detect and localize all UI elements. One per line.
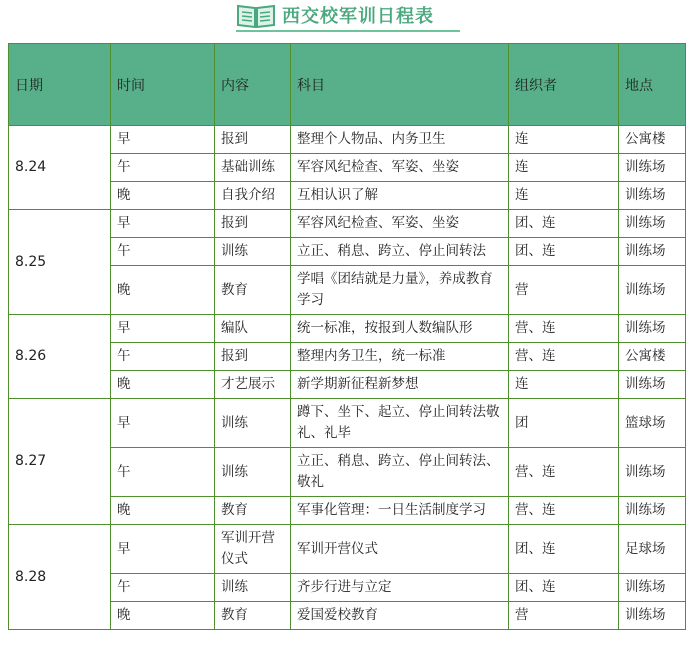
header-row [9,44,686,126]
table-row [9,315,686,343]
cell-date: 8.26 [9,315,111,399]
cell-content: 训练 [215,238,291,266]
cell-organizer: 连 [509,126,619,154]
cell-location: 训练场 [619,315,686,343]
table-row [9,238,686,266]
header-content: 内容 [215,44,291,126]
table-row [9,210,686,238]
cell-time: 午 [111,238,215,266]
header-time: 时间 [111,44,215,126]
cell-organizer: 连 [509,182,619,210]
table-row [9,266,686,315]
cell-subject: 整理内务卫生，统一标准 [291,343,509,371]
cell-content: 基础训练 [215,154,291,182]
cell-content: 报到 [215,126,291,154]
cell-subject: 整理个人物品、内务卫生 [291,126,509,154]
cell-location: 训练场 [619,574,686,602]
cell-subject: 立正、稍息、跨立、停止间转法、敬礼 [291,448,509,497]
cell-organizer: 团、连 [509,574,619,602]
cell-time: 晚 [111,497,215,525]
title-wrap [236,0,434,30]
header-subject: 科目 [291,44,509,126]
cell-location: 训练场 [619,182,686,210]
cell-location: 公寓楼 [619,343,686,371]
cell-time: 晚 [111,266,215,315]
header-location: 地点 [619,44,686,126]
cell-content: 报到 [215,210,291,238]
cell-organizer: 营、连 [509,497,619,525]
cell-organizer: 团、连 [509,238,619,266]
cell-content: 报到 [215,343,291,371]
cell-content: 训练 [215,399,291,448]
header-organizer: 组织者 [509,44,619,126]
table-row [9,182,686,210]
cell-content: 训练 [215,574,291,602]
cell-location: 篮球场 [619,399,686,448]
table-row [9,497,686,525]
cell-organizer: 团 [509,399,619,448]
cell-organizer: 营、连 [509,343,619,371]
cell-location: 训练场 [619,448,686,497]
cell-location: 训练场 [619,154,686,182]
table-row [9,448,686,497]
header-date: 日期 [9,44,111,126]
cell-subject: 爱国爱校教育 [291,602,509,630]
cell-subject: 立正、稍息、跨立、停止间转法 [291,238,509,266]
table-row [9,399,686,448]
cell-time: 早 [111,315,215,343]
cell-content: 才艺展示 [215,371,291,399]
cell-location: 足球场 [619,525,686,574]
cell-content: 军训开营仪式 [215,525,291,574]
cell-location: 训练场 [619,497,686,525]
table-row [9,343,686,371]
cell-location: 训练场 [619,602,686,630]
cell-time: 早 [111,399,215,448]
cell-date: 8.27 [9,399,111,525]
cell-subject: 齐步行进与立定 [291,574,509,602]
cell-subject: 军训开营仪式 [291,525,509,574]
cell-date: 8.28 [9,525,111,630]
page-title: 西交校军训日程表 [282,6,434,27]
title-bar [0,0,689,34]
cell-time: 早 [111,210,215,238]
cell-time: 晚 [111,371,215,399]
cell-date: 8.25 [9,210,111,315]
cell-organizer: 营 [509,266,619,315]
cell-subject: 学唱《团结就是力量》，养成教育学习 [291,266,509,315]
table-row [9,154,686,182]
table-row [9,126,686,154]
cell-subject: 蹲下、坐下、起立、停止间转法敬礼、礼毕 [291,399,509,448]
cell-time: 午 [111,154,215,182]
table-row [9,371,686,399]
cell-subject: 军容风纪检查、军姿、坐姿 [291,154,509,182]
cell-organizer: 团、连 [509,210,619,238]
schedule-table [8,43,686,630]
table-row [9,574,686,602]
cell-location: 训练场 [619,266,686,315]
cell-location: 训练场 [619,210,686,238]
cell-time: 晚 [111,602,215,630]
cell-time: 午 [111,448,215,497]
cell-time: 早 [111,126,215,154]
cell-subject: 军事化管理：一日生活制度学习 [291,497,509,525]
cell-time: 午 [111,574,215,602]
cell-location: 公寓楼 [619,126,686,154]
cell-organizer: 连 [509,371,619,399]
cell-location: 训练场 [619,238,686,266]
cell-content: 教育 [215,266,291,315]
cell-time: 早 [111,525,215,574]
cell-subject: 互相认识了解 [291,182,509,210]
cell-organizer: 营、连 [509,448,619,497]
cell-subject: 新学期新征程新梦想 [291,371,509,399]
cell-content: 教育 [215,497,291,525]
table-row [9,525,686,574]
cell-content: 编队 [215,315,291,343]
cell-organizer: 团、连 [509,525,619,574]
cell-subject: 统一标准，按报到人数编队形 [291,315,509,343]
cell-content: 训练 [215,448,291,497]
cell-date: 8.24 [9,126,111,210]
schedule-body [9,126,686,630]
cell-time: 午 [111,343,215,371]
cell-organizer: 连 [509,154,619,182]
open-book-icon [236,2,276,28]
cell-location: 训练场 [619,371,686,399]
table-row [9,602,686,630]
cell-organizer: 营、连 [509,315,619,343]
cell-content: 教育 [215,602,291,630]
cell-time: 晚 [111,182,215,210]
cell-content: 自我介绍 [215,182,291,210]
cell-subject: 军容风纪检查、军姿、坐姿 [291,210,509,238]
cell-organizer: 营 [509,602,619,630]
title-underline [236,30,460,32]
